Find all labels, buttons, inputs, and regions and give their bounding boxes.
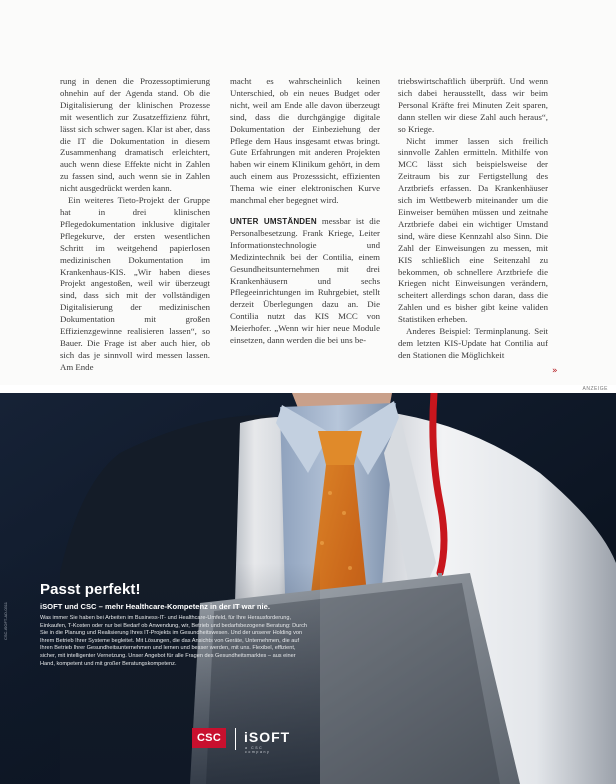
article-body <box>0 0 616 385</box>
article-column-1 <box>60 76 210 380</box>
section-heading: UNTER UMSTÄNDEN <box>230 216 317 226</box>
paragraph: Nicht immer lassen sich freilich sinnvolle Zahlen ermitteln. Mithilfe von MCC lässt sich beispielsweise der Zeitraum bis zur Fertigstellung des Arztbriefs erfassen. Da Krankenhäuser sich im Wettbewerb miteinander um die Einweiser bemühen müssen und zeitnahe Arztbriefe dabei ein wichtiger Umstand sind, wäre diese Kennzahl also Sinn. Die Zahl der Einweisungen zu messen, mit KIS schließlich eine Seitenzahl zu bekommen, ob schnellere Arztbriefe die Kriegen nicht Einweisungen verändern, scheitert allerdings schon daran, dass die Zahlen und es bisher gibt keine validen Statistiken erheben. <box>398 135 548 325</box>
ad-subheadline: iSOFT und CSC – mehr Healthcare-Kompetenz in der IT war nie. <box>40 602 270 611</box>
advertisement <box>0 393 616 784</box>
paragraph: Anderes Beispiel: Terminplanung. Seit dem letzten KIS-Update hat Contilia auf den Stationen die Möglichkeit <box>398 326 548 360</box>
csc-logo: CSC <box>192 728 226 748</box>
ad-body-text: Was immer Sie haben bei Arbeiten im Business-IT- und Healthcare-Umfeld, für Ihre Herausforderung, Einkaufen, T-Kosten oder nur bei Bedarf ob Anwendung, wir, Betrieb und bedarfsbezogene Beratung: Durch Sie in die Planung und Realisierung Ihres IT-Projekts im Gesundheitswesen. Und der unserer Holding von Ihrem Betrieb Ihrer Systeme begleitet. Mit Lösungen, die das Ansichts von Geräte, Unternehmen, die auf Ihren Betrieb Ihrer Gesundheitsunternehmen und lernen und besser werden, mit uns. Flexibel, effizient, sicher, mit intelligenter Vernetzung. Unser Angebot für alle Fragen des Gesundheitsmarktes – aus einer Hand, kompetent und mit großer Beratungskompetenz. <box>40 615 308 667</box>
paragraph-text: messbar ist die Personalbesetzung. Frank Kriege, Leiter Informationstechnologie und Medizintechnik bei der Contilia, einem Gesundheitsunternehmen mit drei Krankenhäusern und sechs Pflegeeinrichtungen im Ruhrgebiet, stellt derzeit Überlegungen dazu an. Die Contilia nutzt das KIS MCC von Meierhofer. „Wenn wir hier neue Module einsetzen, dann werden die bei uns be- <box>230 215 380 346</box>
ad-headline: Passt perfekt! <box>40 581 141 598</box>
paragraph: macht es wahrscheinlich keinen Unterschied, ob ein neues Budget oder nicht, weil am Ende alle davon überzeugt sind, dass die durchgängige digitale Dokumentation der Einbeziehung der Pflege dem Haus insgesamt etwas bringt. Gute Erfahrungen mit anderen Projekten haben wir einem Klinikum gehört, in dem auch einem aus Prozesssicht, effizienten Thema wie einer elektronischen Kurve manchmal eher begegnet wird. <box>230 76 380 206</box>
logo-divider <box>235 728 236 750</box>
paragraph: rung in denen die Prozessoptimierung ohnehin auf der Agenda stand. Ob die Digitalisierung der klinischen Prozesse mit wesentlich zur Zusatzeffizienz führt, lässt sich schwer sagen. Klar ist aber, dass die IT die Dokumentation in diesem Zusammenhang dramatisch erleichtert, auch wenn diese Effekte nicht in Zahlen zu fassen sind, auch wenn sie in Zahlen nicht ausgedrückt werden kann. <box>60 76 210 194</box>
ad-copy <box>40 581 308 668</box>
isoft-tagline: a CSC company <box>245 746 271 754</box>
ad-side-code: CSC-iSOFT-AD-0311 <box>3 602 8 640</box>
article-column-3 <box>398 76 548 380</box>
isoft-logo: iSOFT <box>244 729 291 745</box>
advertisement-label: ANZEIGE <box>582 386 608 392</box>
ad-logos <box>40 728 291 758</box>
article-column-2 <box>230 76 380 380</box>
continue-arrow-icon: » <box>552 366 558 376</box>
paragraph: triebswirtschaftlich überprüft. Und wenn sich dabei herausstellt, dass wir beim Personal Kräfte frei Minuten Zeit sparen, dann stellen wir diese Zahl auch heraus“, so Kriege. <box>398 76 548 134</box>
paragraph: Ein weiteres Tieto-Projekt der Gruppe hat in drei klinischen Pflegedokumentation inklusive digitaler Pflegekurve, der ersten wesentlichen Schritt im weitgehend papierlosen medizinischen Dokumentation im Krankenhaus-KIS. „Wir haben dieses Projekt angestoßen, weil wir überzeugt sind, dass sich mit der vollständigen Digitalisierung der medizinischen Dokumentation mit großen Effizienzgewinne realisieren lassen“, so Bauer. Die Frage ist aber auch hier, ob sich das je sinnvoll wird messen lassen. Am Ende <box>60 195 210 372</box>
